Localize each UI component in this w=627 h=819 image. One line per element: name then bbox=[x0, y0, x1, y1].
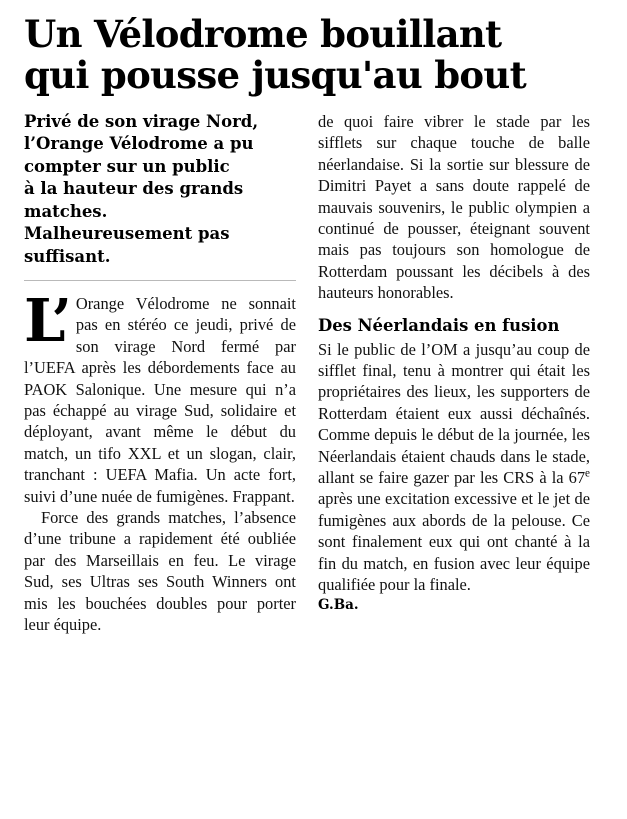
standfirst-line-6: Malheureusement pas bbox=[24, 224, 230, 244]
paragraph-text-part-1: Si le public de l’OM a jusqu’au coup de sifflet final, tenu à montrer qui était les propriétaires des lieux, les supporters de Rotterdam étaient eux aussi déchaînés. Comme depuis le début de la journée, les Néerlandais étaient chauds dans le stade, allant se faire gazer par les CRS à la 67 bbox=[318, 339, 590, 487]
standfirst-line-4: à la hauteur des grands bbox=[24, 179, 244, 199]
page-title bbox=[24, 14, 605, 97]
left-column-body bbox=[24, 285, 296, 636]
body-paragraph-continuation: de quoi faire vibrer le stade par les sifflets sur chaque touche de balle néerlandaise. Si la sortie sur blessure de Dimitri Payet a sans doute rappelé de mauvais souvenirs, le public olympien a continué de pousser, éteignant souvent mais pas toujours son homologue de Rotterdam poussant les décibels à des hauteurs honorables. bbox=[318, 111, 590, 303]
section-subheading: Des Néerlandais en fusion bbox=[318, 315, 560, 335]
standfirst-line-5: matches. bbox=[24, 201, 108, 221]
standfirst-line-1: Privé de son virage Nord, bbox=[24, 111, 259, 131]
headline-line-1: Un Vélodrome bouillant bbox=[24, 12, 502, 56]
left-column bbox=[24, 111, 296, 636]
paragraph-text-part-2: après une excitation excessive et le jet de fumigènes aux abords de la pelouse. Ce sont finalement eux qui ont chanté à la fin du match, en fusion avec leur équipe qualifiée pour la finale. bbox=[318, 489, 590, 594]
right-column bbox=[318, 111, 590, 614]
headline-line-2: qui pousse jusqu'au bout bbox=[24, 53, 526, 98]
body-paragraph: Force des grands matches, l’absence d’une tribune a rapidement été oubliée par des Marseillais en feu. Le virage Sud, ses Ultras ses South Winners ont mis les bouchées doubles pour porter leur équipe. bbox=[24, 508, 296, 635]
author-signature: G.Ba. bbox=[318, 597, 359, 614]
article-columns bbox=[24, 111, 605, 636]
standfirst-line-7: suffisant. bbox=[24, 246, 111, 266]
right-column-body bbox=[318, 111, 590, 614]
ordinal-suffix: e bbox=[585, 467, 590, 480]
standfirst-line-3: compter sur un public bbox=[24, 156, 230, 176]
standfirst bbox=[24, 111, 296, 268]
body-paragraph bbox=[318, 339, 590, 596]
body-paragraph: L’Orange Vélodrome ne sonnait pas en stéréo ce jeudi, privé de son virage Nord fermé par l’UEFA après les débordements face au PAOK Salonique. Une mesure qui n’a pas échappé au virage Sud, solidaire et déployant, avant même le début du match, un tifo XXL et un slogan, clair, tranchant : UEFA Mafia. Un acte fort, suivi d’une nuée de fumigènes. Frappant. bbox=[24, 285, 296, 506]
standfirst-divider bbox=[24, 280, 296, 281]
standfirst-line-2: l’Orange Vélodrome a pu bbox=[24, 134, 254, 154]
